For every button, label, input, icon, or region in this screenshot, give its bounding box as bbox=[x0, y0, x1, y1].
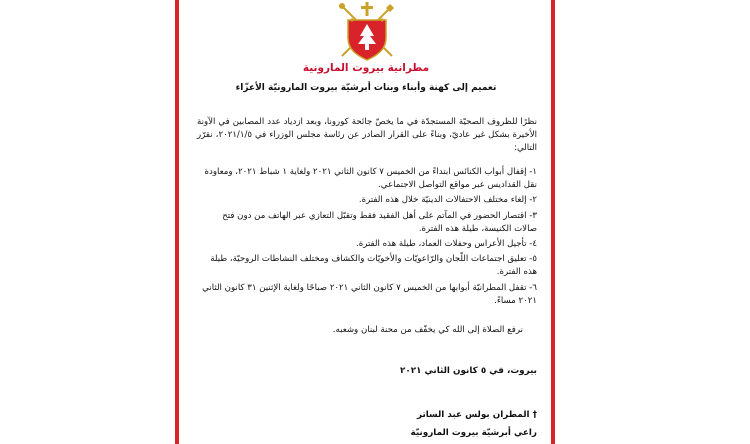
list-item: ٣- اقتصار الحضور في المآتم على أهل الفقيد فقط وتقبّل التعازي عبر الهاتف من دون فتح صالات الكنيسة، طيلة هذه الفترة. bbox=[222, 210, 537, 234]
closing-prayer: نرفع الصلاة إلى الله كي يخفّف من محنة لبنان وشعبه. bbox=[332, 325, 523, 335]
left-border-line bbox=[175, 0, 179, 444]
right-border-line bbox=[551, 0, 555, 444]
archdiocese-emblem-icon bbox=[330, 2, 404, 62]
signature-name: † المطران بولس عبد الساتر bbox=[416, 410, 537, 420]
intro-paragraph: نظرًا للظروف الصحيّة المستجدّة في ما يخصّ جائحة كورونا، وبعد ازدياد عدد المصابين في الآونة الأخيرة بشكل غير عاديّ، وبناءً على القرار الصادر عن رئاسة مجلس الوزراء في ٢٠٢١/١/٥، نقرّر التالي: bbox=[197, 117, 537, 153]
list-item: ٥- تعليق اجتماعات اللّجان والرّاعويّات والأخويّات والكشاف ومختلف النشاطات الروحيّة، طيلة هذه الفترة. bbox=[210, 254, 537, 278]
list-item: ١- إقفال أبواب الكنائس ابتداءً من الخميس ٧ كانون الثاني ٢٠٢١ ولغاية ١ شباط ٢٠٢١، ومعاودة نقل القداديس عبر مواقع التواصل الاجتماعي. bbox=[204, 167, 537, 191]
decision-list bbox=[197, 166, 537, 310]
list-item: ٦- تقفل المطرانيّة أبوابها من الخميس ٧ كانون الثاني ٢٠٢١ صباحًا ولغاية الإثنين ٣١ كانون الثاني ٢٠٢١ مساءً. bbox=[202, 282, 537, 306]
list-item: ٢- إلغاء مختلف الاحتفالات الدينيّة خلال هذه الفترة. bbox=[358, 195, 537, 206]
document-page bbox=[195, 0, 537, 444]
signature-title: راعي أبرشيّة بيروت المارونيّة bbox=[410, 428, 537, 438]
document-subject: تعميم إلى كهنة وأبناء وبنات أبرشيّة بيروت المارونيّة الأعزّاء bbox=[235, 83, 497, 93]
list-item: ٤- تأجيل الأعراس وحفلات العماد، طيلة هذه الفترة. bbox=[355, 239, 537, 250]
dateline: بيروت، في ٥ كانون الثاني ٢٠٢١ bbox=[399, 366, 537, 376]
logo-caption: مطرانية بيروت المارونية bbox=[302, 62, 430, 74]
